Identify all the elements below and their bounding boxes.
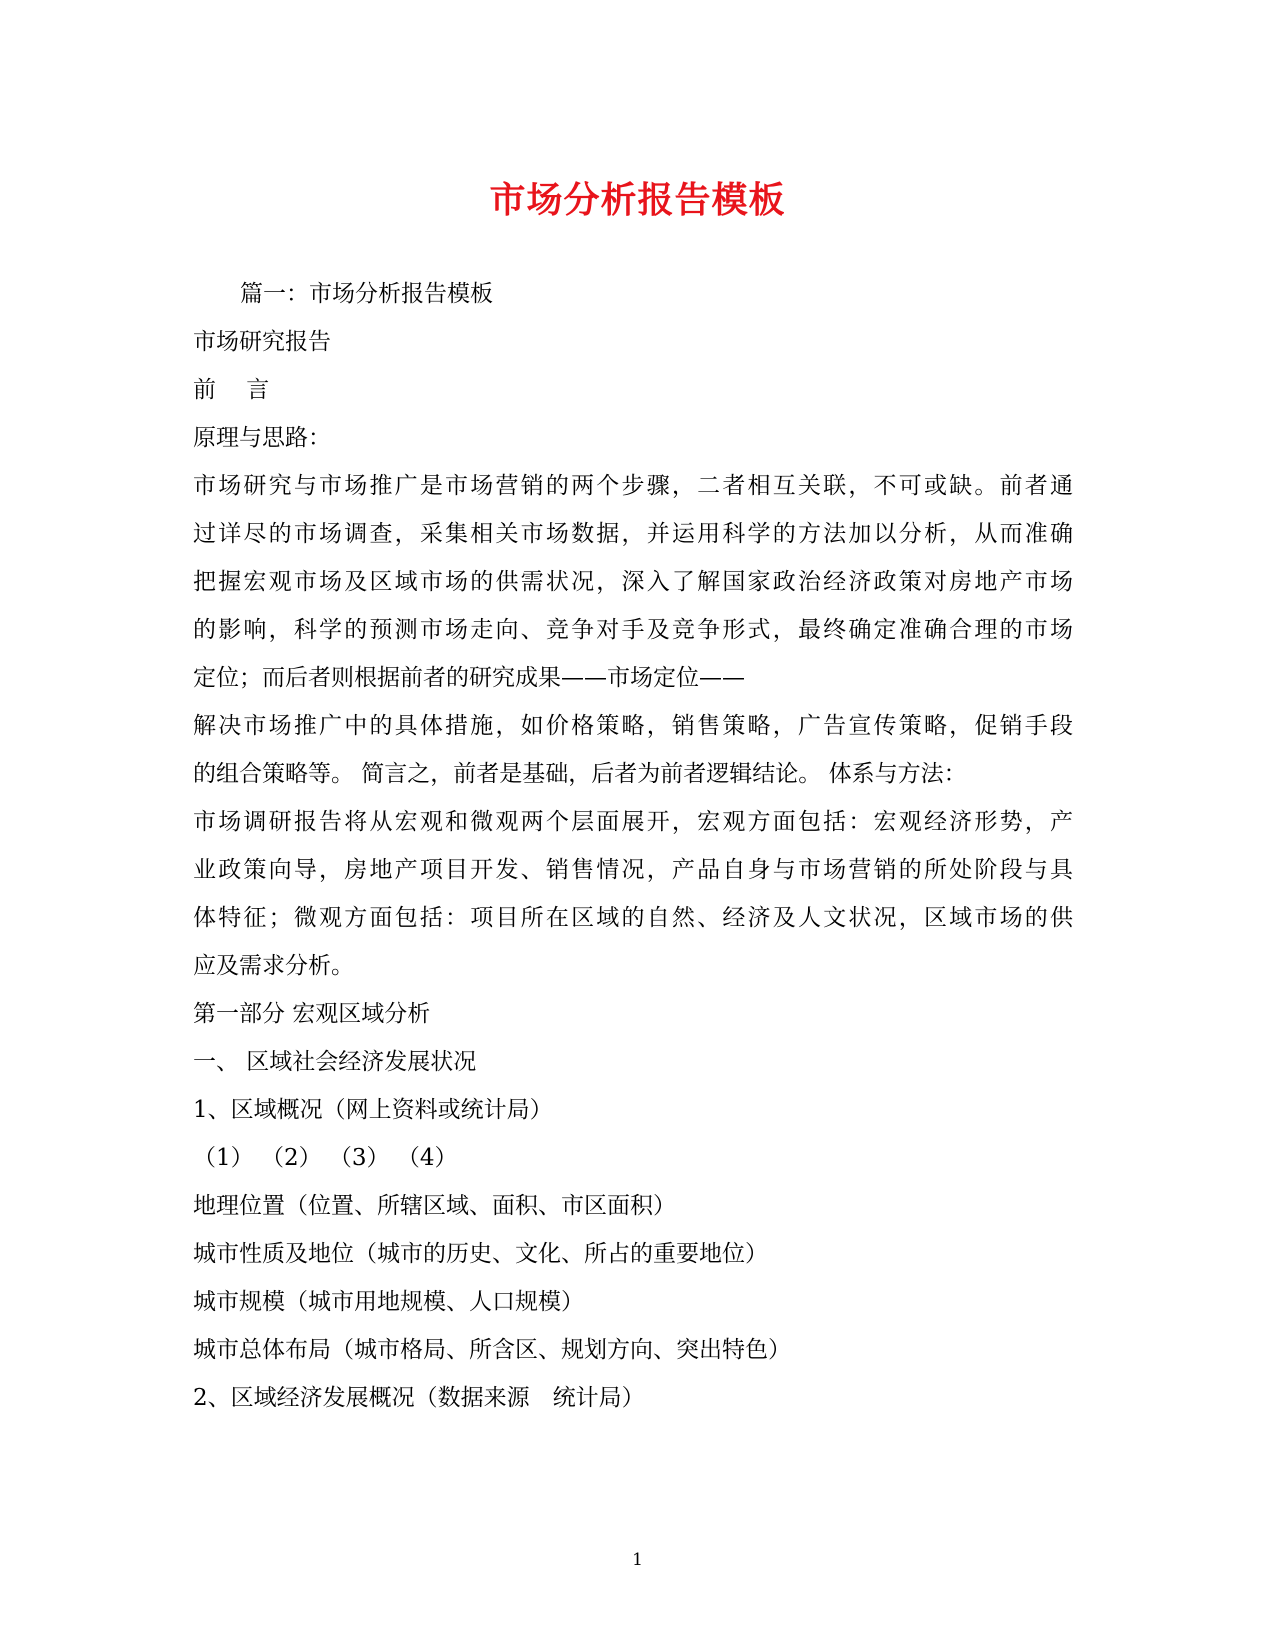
paragraph-line: 篇一：市场分析报告模板 bbox=[240, 281, 493, 307]
paragraph-line: 业政策向导，房地产项目开发、销售情况，产品自身与市场营销的所处阶段与具 bbox=[193, 857, 1073, 883]
paragraph-line: 定位；而后者则根据前者的研究成果——市场定位—— bbox=[193, 665, 745, 691]
section-heading: 第一部分 宏观区域分析 bbox=[193, 1001, 431, 1027]
paragraph-line: 的组合策略等。 简言之，前者是基础，后者为前者逻辑结论。 体系与方法： bbox=[193, 761, 967, 787]
document-title: 市场分析报告模板 bbox=[489, 179, 786, 221]
page-number: 1 bbox=[632, 1550, 643, 1570]
paragraph-line: 市场研究报告 bbox=[193, 329, 331, 355]
list-item: 1、区域概况（网上资料或统计局） bbox=[193, 1097, 553, 1123]
list-item: 城市性质及地位（城市的历史、文化、所占的重要地位） bbox=[193, 1241, 768, 1267]
document-body bbox=[193, 270, 1073, 1422]
subsection-heading: 一、 区域社会经济发展状况 bbox=[193, 1049, 477, 1075]
paragraph-line: 解决市场推广中的具体措施，如价格策略，销售策略，广告宣传策略，促销手段 bbox=[193, 713, 1073, 739]
list-item: 地理位置（位置、所辖区域、面积、市区面积） bbox=[193, 1193, 676, 1219]
paragraph-line: 的影响，科学的预测市场走向、竞争对手及竞争形式，最终确定准确合理的市场 bbox=[193, 617, 1073, 643]
paragraph-line: 市场调研报告将从宏观和微观两个层面展开，宏观方面包括：宏观经济形势，产 bbox=[193, 809, 1073, 835]
paragraph-line: 原理与思路： bbox=[193, 425, 331, 451]
paragraph-line: 市场研究与市场推广是市场营销的两个步骤，二者相互关联，不可或缺。前者通 bbox=[193, 473, 1073, 499]
paragraph-line: 过详尽的市场调查，采集相关市场数据，并运用科学的方法加以分析，从而准确 bbox=[193, 521, 1073, 547]
list-item: 2、区域经济发展概况（数据来源 统计局） bbox=[193, 1385, 645, 1411]
paragraph-line: 把握宏观市场及区域市场的供需状况，深入了解国家政治经济政策对房地产市场 bbox=[193, 569, 1073, 595]
list-item: （1） （2） （3） （4） bbox=[193, 1145, 458, 1171]
paragraph-line: 体特征；微观方面包括：项目所在区域的自然、经济及人文状况，区域市场的供 bbox=[193, 905, 1073, 931]
list-item: 城市规模（城市用地规模、人口规模） bbox=[193, 1289, 584, 1315]
paragraph-line: 前 言 bbox=[193, 377, 270, 403]
paragraph-line: 应及需求分析。 bbox=[193, 953, 354, 979]
list-item: 城市总体布局（城市格局、所含区、规划方向、突出特色） bbox=[193, 1337, 791, 1363]
